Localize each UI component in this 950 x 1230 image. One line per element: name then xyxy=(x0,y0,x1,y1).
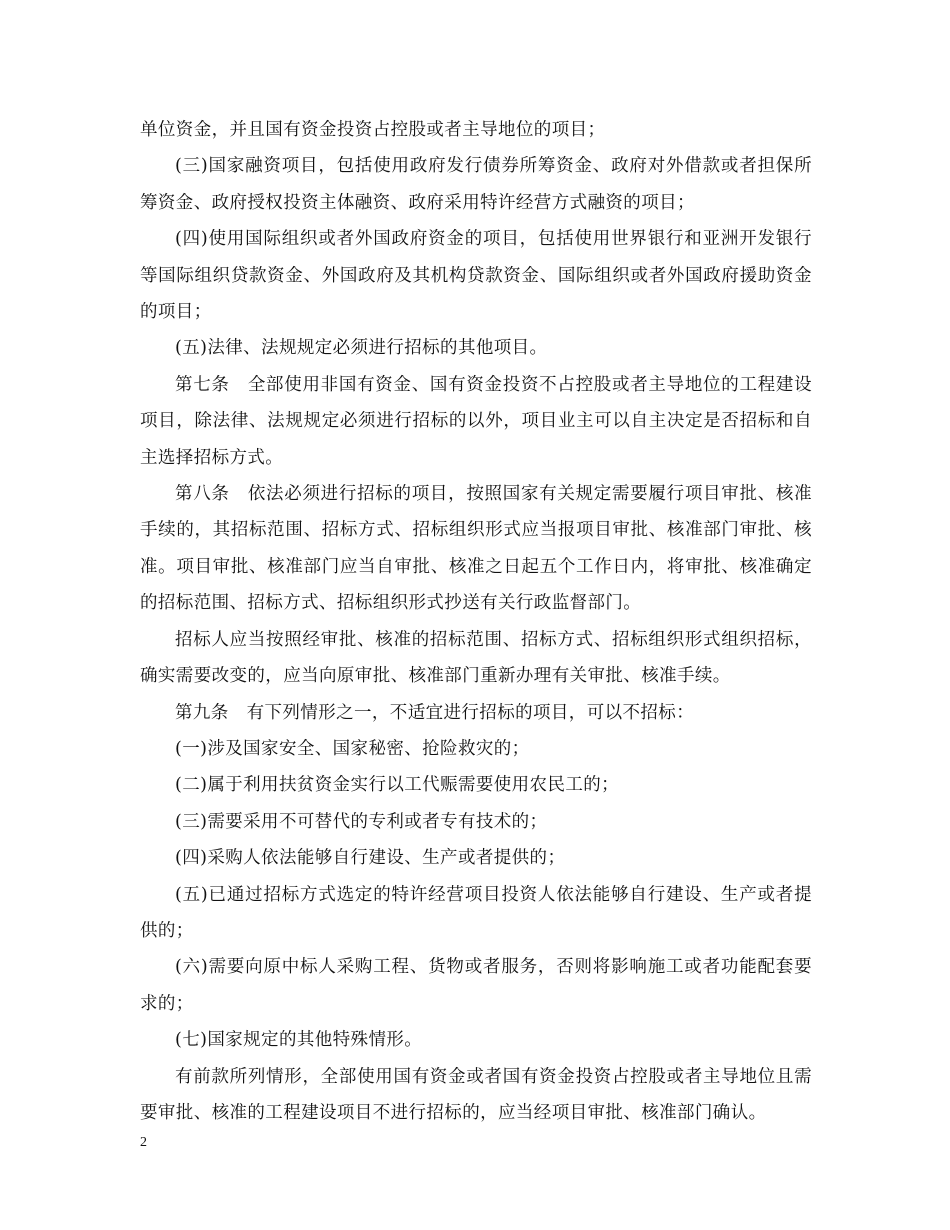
paragraph-exemption-1: (一)涉及国家安全、国家秘密、抢险救灾的； xyxy=(175,738,530,759)
paragraph-exemption-6: (六)需要向原中标人采购工程、货物或者服务，否则将影响施工或者功能配套要求的； xyxy=(140,957,812,1014)
paragraph-exemption-3: (三)需要采用不可替代的专利或者专有技术的； xyxy=(175,811,548,832)
paragraph-article-7: 第七条 全部使用非国有资金、国有资金投资不占控股或者主导地位的工程建设项目，除法律、法规规定必须进行招标的以外，项目业主可以自主决定是否招标和自主选择招标方式。 xyxy=(140,374,812,468)
paragraph-item-5-other-projects: (五)法律、法规规定必须进行招标的其他项目。 xyxy=(175,338,548,359)
paragraph-exemption-5: (五)已通过招标方式选定的特许经营项目投资人依法能够自行建设、生产或者提供的； xyxy=(140,884,812,941)
paragraph-article-8-tenderer: 招标人应当按照经审批、核准的招标范围、招标方式、招标组织形式组织招标，确实需要改变的，应当向原审批、核准部门重新办理有关审批、核准手续。 xyxy=(140,629,812,687)
paragraph-exemption-2: (二)属于利用扶贫资金实行以工代赈需要使用农民工的； xyxy=(175,775,620,796)
paragraph-item-4-international-funds: (四)使用国际组织或者外国政府资金的项目，包括使用世界银行和亚洲开发银行等国际组织贷款资金、外国政府及其机构贷款资金、国际组织或者外国政府援助资金的项目； xyxy=(140,229,812,323)
paragraph-article-9: 第九条 有下列情形之一，不适宜进行招标的项目，可以不招标： xyxy=(175,702,695,723)
paragraph-item-3-state-financing: (三)国家融资项目，包括使用政府发行债券所筹资金、政府对外借款或者担保所筹资金、政府授权投资主体融资、政府采用特许经营方式融资的项目； xyxy=(140,156,812,213)
paragraph-exemption-4: (四)采购人依法能够自行建设、生产或者提供的； xyxy=(175,848,566,869)
paragraph-exemption-7: (七)国家规定的其他特殊情形。 xyxy=(175,1030,423,1051)
page-number: 2 xyxy=(140,1135,147,1150)
paragraph-continuation: 单位资金，并且国有资金投资占控股或者主导地位的项目； xyxy=(140,120,606,140)
document-body xyxy=(140,112,812,1131)
paragraph-confirmation: 有前款所列情形，全部使用国有资金或者国有资金投资占控股或者主导地位且需要审批、核准的工程建设项目不进行招标的，应当经项目审批、核准部门确认。 xyxy=(140,1066,812,1123)
paragraph-article-8: 第八条 依法必须进行招标的项目，按照国家有关规定需要履行项目审批、核准手续的，其招标范围、招标方式、招标组织形式应当报项目审批、核准部门审批、核准。项目审批、核准部门应当自审批、核准之日起五个工作日内，将审批、核准确定的招标范围、招标方式、招标组织形式抄送有关行政监督部门。 xyxy=(140,484,812,614)
